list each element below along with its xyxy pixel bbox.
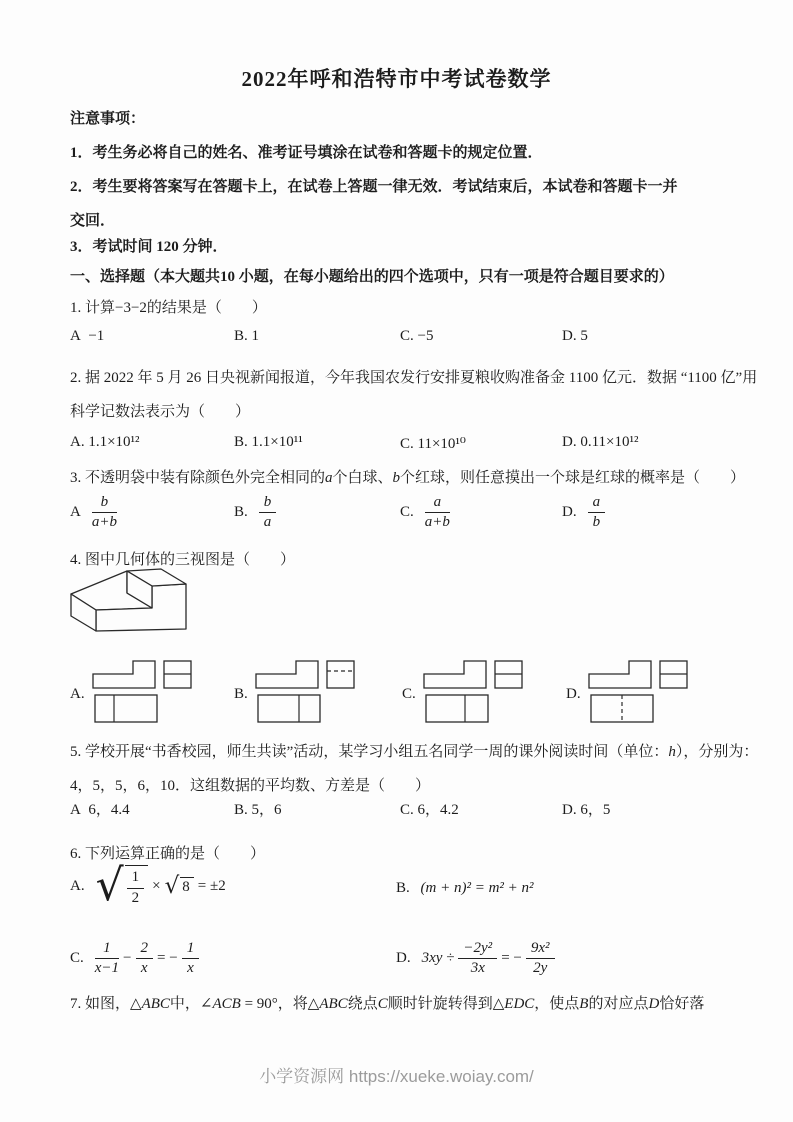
q6-a-result: = ±2: [197, 877, 226, 894]
q3-option-d: [562, 494, 605, 532]
question-5-text-line1: 5. 学校开展“书香校园，师生共读”活动，某学习小组五名同学一周的课外阅读时间（单位：h），分别为：: [70, 744, 759, 760]
q6-c-fraction-3: $\frac{1}{x}$: [182, 940, 200, 978]
note-line-2: 2．考生要将答案写在答题卡上，在试卷上答题一律无效．考试结束后，本试卷和答题卡一并: [70, 179, 678, 195]
q6-c-fraction-1: $\frac{1}{x-1}$: [94, 940, 120, 977]
question-2-text-line2: 科学记数法表示为（ ）: [70, 404, 251, 420]
q4-solid-figure: [58, 560, 248, 650]
q4-option-a-views: [91, 658, 223, 726]
q4-option-b: [234, 658, 386, 726]
q4-option-c: [402, 658, 554, 726]
q3-option-c: [400, 494, 450, 532]
question-1-text: 1. 计算−3−2的结果是（ ）: [70, 300, 267, 316]
q6-c-fraction-2: $\frac{2}{x}$: [136, 940, 154, 978]
q6-option-b: [396, 880, 534, 897]
q6-d-fraction-1: $\frac{\text{−2y²}}{3x}$: [458, 940, 497, 978]
q3-option-c-letter: C.: [400, 504, 414, 521]
q4-option-d-letter: D.: [566, 686, 581, 702]
minus-sign: −: [123, 950, 132, 967]
q6-a-radicand-2: 8: [180, 877, 194, 896]
q3-option-a-fraction: $\frac{b}{a+b}$: [91, 494, 117, 531]
q3-option-b-fraction: $\frac{b}{a}$: [259, 494, 277, 532]
question-2-text-line1: 2. 据 2022 年 5 月 26 日央视新闻报道，今年我国农发行安排夏粮收购准备金 1100 亿元．数据 “1100 亿”用: [70, 370, 758, 386]
radical-sign-icon: √: [95, 860, 124, 911]
question-6-row-1: [70, 860, 730, 920]
page-title: 2022年呼和浩特市中考试卷数学: [241, 67, 552, 91]
q4-option-c-views: [422, 658, 554, 726]
q3-option-d-fraction: $\frac{a}{b}$: [588, 494, 606, 532]
q6-option-d-letter: D.: [396, 950, 411, 967]
question-4-text: 4. 图中几何体的三视图是（ ）: [70, 552, 296, 568]
notes-heading: 注意事项：: [70, 111, 146, 127]
q3-option-b-letter: B.: [234, 504, 248, 521]
q6-option-b-letter: B.: [396, 880, 410, 896]
question-3-options: [70, 494, 730, 548]
question-5-text-line2: 4，5，5，6，10．这组数据的平均数、方差是（ ）: [70, 778, 431, 794]
q1-option-c: C. −5: [400, 328, 434, 344]
q3-option-c-fraction: $\frac{a}{a+b}$: [424, 494, 450, 531]
times-sign: ×: [152, 877, 161, 894]
q6-d-equals: = −: [501, 950, 522, 967]
q6-option-c: [70, 940, 199, 978]
question-7-text: 7. 如图，△ABC中，∠ACB = 90°，将△ABC绕点C顺时针旋转得到△EDC，使点B的对应点D恰好落: [70, 996, 705, 1012]
q2-option-a: A. 1.1×10¹²: [70, 434, 140, 450]
q4-option-b-letter: B.: [234, 686, 248, 702]
q4-option-b-views: [254, 658, 386, 726]
note-line-1: 1．考生务必将自己的姓名、准考证号填涂在试卷和答题卡的规定位置．: [70, 145, 543, 161]
radical-sign-icon: √: [164, 872, 180, 899]
q4-option-d-views: [587, 658, 719, 726]
q3-option-b: [234, 494, 276, 532]
q6-c-equals: = −: [157, 950, 178, 967]
q1-option-a: A −1: [70, 328, 105, 344]
q6-option-a: [70, 860, 226, 911]
q6-d-lead: 3xy ÷: [421, 950, 455, 967]
q5-option-b: B. 5，6: [234, 802, 282, 818]
footer-watermark: 小学资源网 https://xueke.woiay.com/: [259, 1067, 534, 1086]
question-3-text: 3. 不透明袋中装有除颜色外完全相同的a个白球、b个红球，则任意摸出一个球是红球的概率是（ ）: [70, 470, 746, 486]
note-line-4: 3．考试时间 120 分钟．: [70, 239, 228, 255]
q6-option-a-letter: A.: [70, 877, 85, 894]
section-heading: 一、选择题（本大题共10 小题，在每小题给出的四个选项中，只有一项是符合题目要求的）: [70, 269, 674, 285]
question-6-text: 6. 下列运算正确的是（ ）: [70, 846, 266, 862]
question-4-options: [70, 658, 730, 738]
q6-option-c-letter: C.: [70, 950, 84, 967]
q3-option-d-letter: D.: [562, 504, 577, 521]
q6-d-fraction-2: $\frac{\text{9x²}}{2y}$: [526, 940, 555, 978]
q4-option-d: [566, 658, 719, 726]
q4-option-a: [70, 658, 223, 726]
q6-option-d: [396, 940, 555, 978]
q3-option-a-letter: A: [70, 504, 81, 521]
q5-option-c: C. 6，4.2: [400, 802, 459, 818]
question-6-row-2: [70, 932, 730, 990]
q1-option-b: B. 1: [234, 328, 260, 344]
q2-option-d: D. 0.11×10¹²: [562, 434, 639, 450]
q3-option-a: [70, 494, 117, 532]
q5-option-d: D. 6，5: [562, 802, 611, 818]
question-5-options: [70, 798, 730, 820]
q6-b-formula: (m + n)² = m² + n²: [420, 880, 534, 896]
question-1-options: [70, 328, 730, 350]
q4-option-c-letter: C.: [402, 686, 416, 702]
q1-option-d: D. 5: [562, 328, 588, 344]
question-2-options: [70, 434, 730, 458]
q2-option-b: B. 1.1×10¹¹: [234, 434, 303, 450]
q4-option-a-letter: A.: [70, 686, 85, 702]
q5-option-a: A 6，4.4: [70, 802, 130, 818]
note-line-3: 交回．: [70, 213, 116, 229]
q2-option-c: C. 11×10¹⁰: [400, 436, 466, 452]
q6-a-radicand-1: $\frac{1}{2}$: [125, 865, 149, 907]
